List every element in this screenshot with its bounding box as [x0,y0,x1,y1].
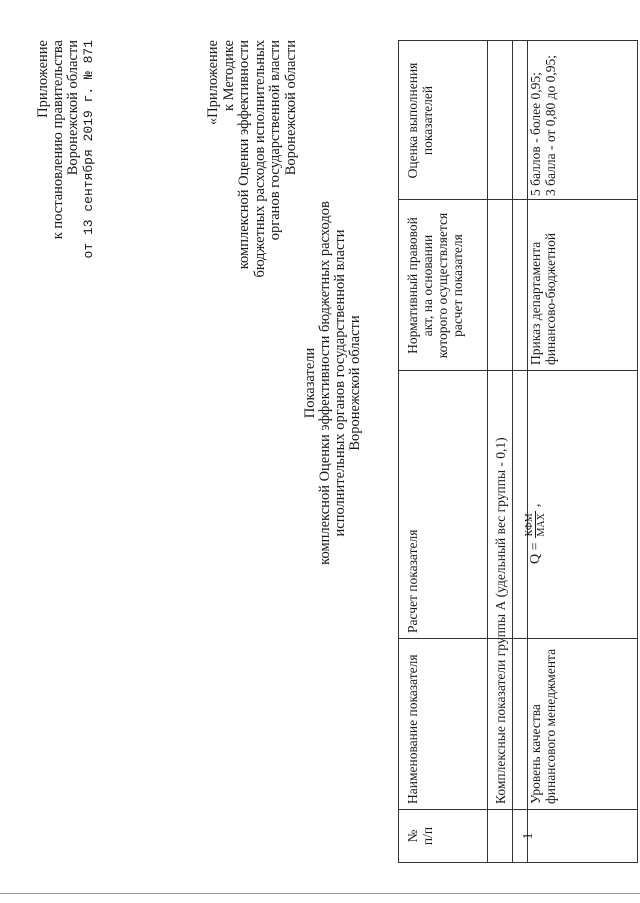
row-act [512,200,560,371]
header-name-text: Наименование показателя [405,654,420,804]
header-act-line: расчет показателя [450,234,465,337]
formula-tail: , [528,503,543,508]
to-decree-label: к постановлению правительства [50,40,66,240]
methodology-line: органов государственной власти [267,40,283,241]
row-name-line: Уровень качества [528,704,543,804]
row-assess-line: 3 балла - от 0,80 до 0,95; [543,54,558,196]
header-assess [399,41,437,200]
indicators-table [398,40,638,863]
group-row [490,210,510,810]
methodology-line: «Приложение [205,40,221,126]
row-assess-line: 5 баллов - более 0,95; [528,72,543,196]
row-formula-cell [512,371,549,639]
appendix-header [36,40,96,258]
header-assess-line: показателей [420,85,435,156]
header-act-line: которого осуществляется [435,212,450,359]
page-edge-line [0,893,640,894]
formula-lhs: Q = [528,542,543,564]
row-act-line: финансово-бюджетной [543,232,558,365]
title-line: комплексной Оценки эффективности бюджетных расходов [317,201,333,565]
header-name [399,639,422,810]
methodology-line: к Методике [220,40,237,112]
header-act-line: Нормативный правовой [405,217,420,354]
row-name-line: финансового менеджмента [543,648,558,804]
table-divider [487,41,488,862]
decree-date: от 13 сентября 2019 г. № 871 [81,40,96,259]
formula [524,377,547,564]
title-line: исполнительных органов государственной власти [332,229,348,537]
formula-fraction [524,511,547,538]
header-assess-line: Оценка выполнения [405,62,420,179]
methodology-line: Воронежской области [282,40,299,176]
header-calc-text: Расчет показателя [405,529,420,633]
row-assess [512,41,560,200]
row-num [512,810,537,862]
document-title [303,163,363,603]
formula-denominator: MAX [536,513,547,537]
row-name [512,639,560,810]
formula-numerator: КФМ [524,513,535,537]
group-row-text: Комплексные показатели группы А (удельный вес группы - 0,1) [493,437,508,804]
region-label: Воронежской области [65,40,81,176]
header-num [399,810,437,862]
row-act-line: Приказ департамента [528,241,543,365]
title-line: Воронежской области [347,315,363,451]
methodology-line: комплексной Оценки эффективности [236,40,252,270]
header-act [399,200,467,371]
row-num-text: 1 [520,832,535,840]
header-num-line: № [405,829,420,843]
methodology-line: бюджетных расходов исполнительных [251,40,268,278]
header-act-line: акт, на основании [420,234,435,337]
appendix-label: Приложение [35,40,51,118]
header-calc [399,371,422,639]
title-line: Показатели [302,347,318,419]
header-num-line: п/п [420,826,435,846]
methodology-header [206,40,299,278]
